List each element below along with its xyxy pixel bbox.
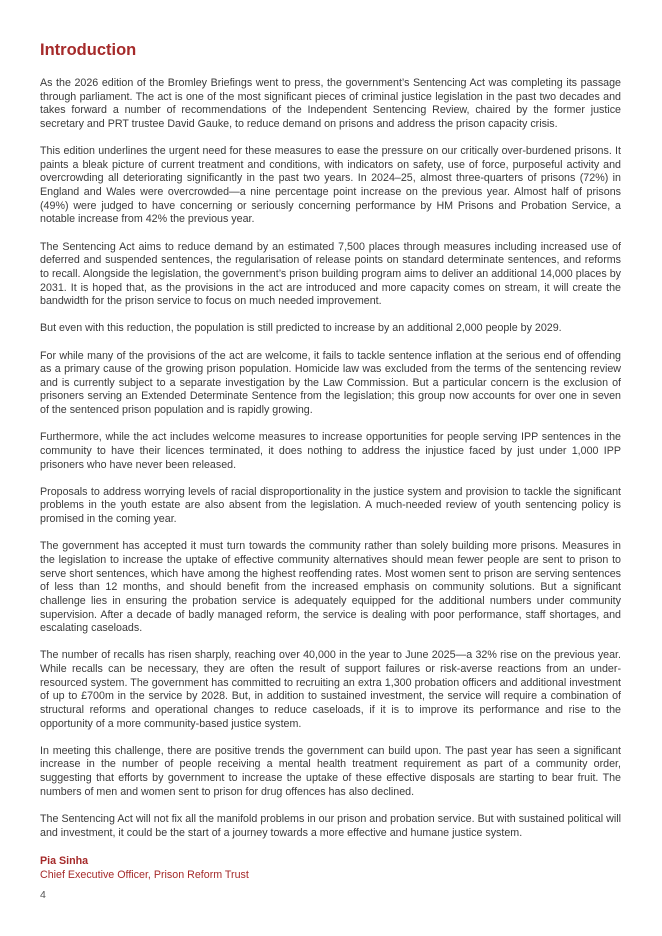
paragraph-4: But even with this reduction, the population is still predicted to increase by an additional 2,000 people by 2029. xyxy=(40,322,562,335)
paragraph-8: The government has accepted it must turn towards the community rather than solely building more prisons. Measures in the legislation to increase the uptake of effective community alternatives should mean fewer people are sent to prison to serve short sentences, which have among the highest reoffending rates. Most women sent to prison are serving sentences of less than 12 months, and should benefit from the increased emphasis on community solutions. But a significant challenge lies in ensuring the probation service is adequately equipped for the additional numbers under community supervision. After a decade of badly managed reform, the service is dealing with poor performance, staff shortages, and escalating caseloads. xyxy=(40,540,621,635)
paragraph-11: The Sentencing Act will not fix all the manifold problems in our prison and probation service. But with sustained political will and investment, it could be the start of a journey towards a more effective and humane justice system. xyxy=(40,812,621,839)
paragraph-9: The number of recalls has risen sharply, reaching over 40,000 in the year to June 2025—a 32% rise on the previous year. While recalls can be necessary, they are often the result of support failures or risk-averse reactions from an under-resourced system. The government has committed to recruiting an extra 1,300 probation officers and additional investment of up to £700m in the service by 2028. But, in addition to sustained investment, the service will require a combination of structural reforms and operational changes to reduce caseloads, if it is to improve its performance and rise to the opportunity of a more community-based justice system. xyxy=(40,649,621,730)
paragraph-7: Proposals to address worrying levels of racial disproportionality in the justice system and provision to tackle the significant problems in the youth estate are also absent from the legislation. A much-needed review of youth sentencing policy is promised in the coming year. xyxy=(40,485,621,526)
paragraph-6: Furthermore, while the act includes welcome measures to increase opportunities for people serving IPP sentences in the community to have their licences terminated, it does nothing to address the injustice faced by just under 1,000 IPP prisoners who have never been released. xyxy=(40,431,621,471)
page-content xyxy=(40,40,621,902)
paragraph-1: As the 2026 edition of the Bromley Briefings went to press, the government’s Sentencing Act was completing its passage through parliament. The act is one of the most significant pieces of criminal justice legislation in the past two decades and takes forward a number of recommendations of the Independent Sentencing Review, chaired by the former justice secretary and PRT trustee David Gauke, to reduce demand on prisons and address the prison capacity crisis. xyxy=(40,77,621,130)
signature-name: Pia Sinha xyxy=(40,854,89,867)
paragraph-2: This edition underlines the urgent need for these measures to ease the pressure on our critically over-burdened prisons. It paints a bleak picture of current treatment and conditions, with indicators on safety, use of force, purposeful activity and overcrowding all deteriorating significantly in the past two years. In 2024–25, almost three-quarters of prisons (72%) in England and Wales were overcrowded—a nine percentage point increase on the previous year. Almost half of prisons (49%) were judged to have concerning or seriously concerning performance by HM Prisons and Probation Service, a notable increase from 42% the previous year. xyxy=(40,145,621,226)
page-title: Introduction xyxy=(40,41,137,59)
signature-role: Chief Executive Officer, Prison Reform Trust xyxy=(40,868,249,881)
page-number: 4 xyxy=(40,888,46,901)
paragraph-10: In meeting this challenge, there are positive trends the government can build upon. The past year has seen a significant increase in the number of people receiving a mental health treatment requirement as part of a community order, suggesting that efforts by government to increase the uptake of these effective disposals are starting to bear fruit. The numbers of men and women sent to prison for drug offences has also declined. xyxy=(40,744,621,798)
paragraph-5: For while many of the provisions of the act are welcome, it fails to tackle sentence inflation at the serious end of offending as a primary cause of the growing prison population. Homicide law was excluded from the terms of the sentencing review and is currently subject to a separate investigation by the Law Commission. But a particular concern is the exclusion of prisoners serving an Extended Determinate Sentence from the legislation; this group now accounts for over one in seven of the sentenced prison population and is rapidly growing. xyxy=(40,349,621,417)
paragraph-3: The Sentencing Act aims to reduce demand by an estimated 7,500 places through measures including increased use of deferred and suspended sentences, the regularisation of release points on standard determinate sentences, and reforms to recall. Alongside the legislation, the government’s prison building program aims to deliver an additional 14,000 places by 2031. It is hoped that, as the provisions in the act are introduced and more capacity comes on stream, it will create the bandwidth for the prison service to focus on much needed improvement. xyxy=(40,240,621,308)
